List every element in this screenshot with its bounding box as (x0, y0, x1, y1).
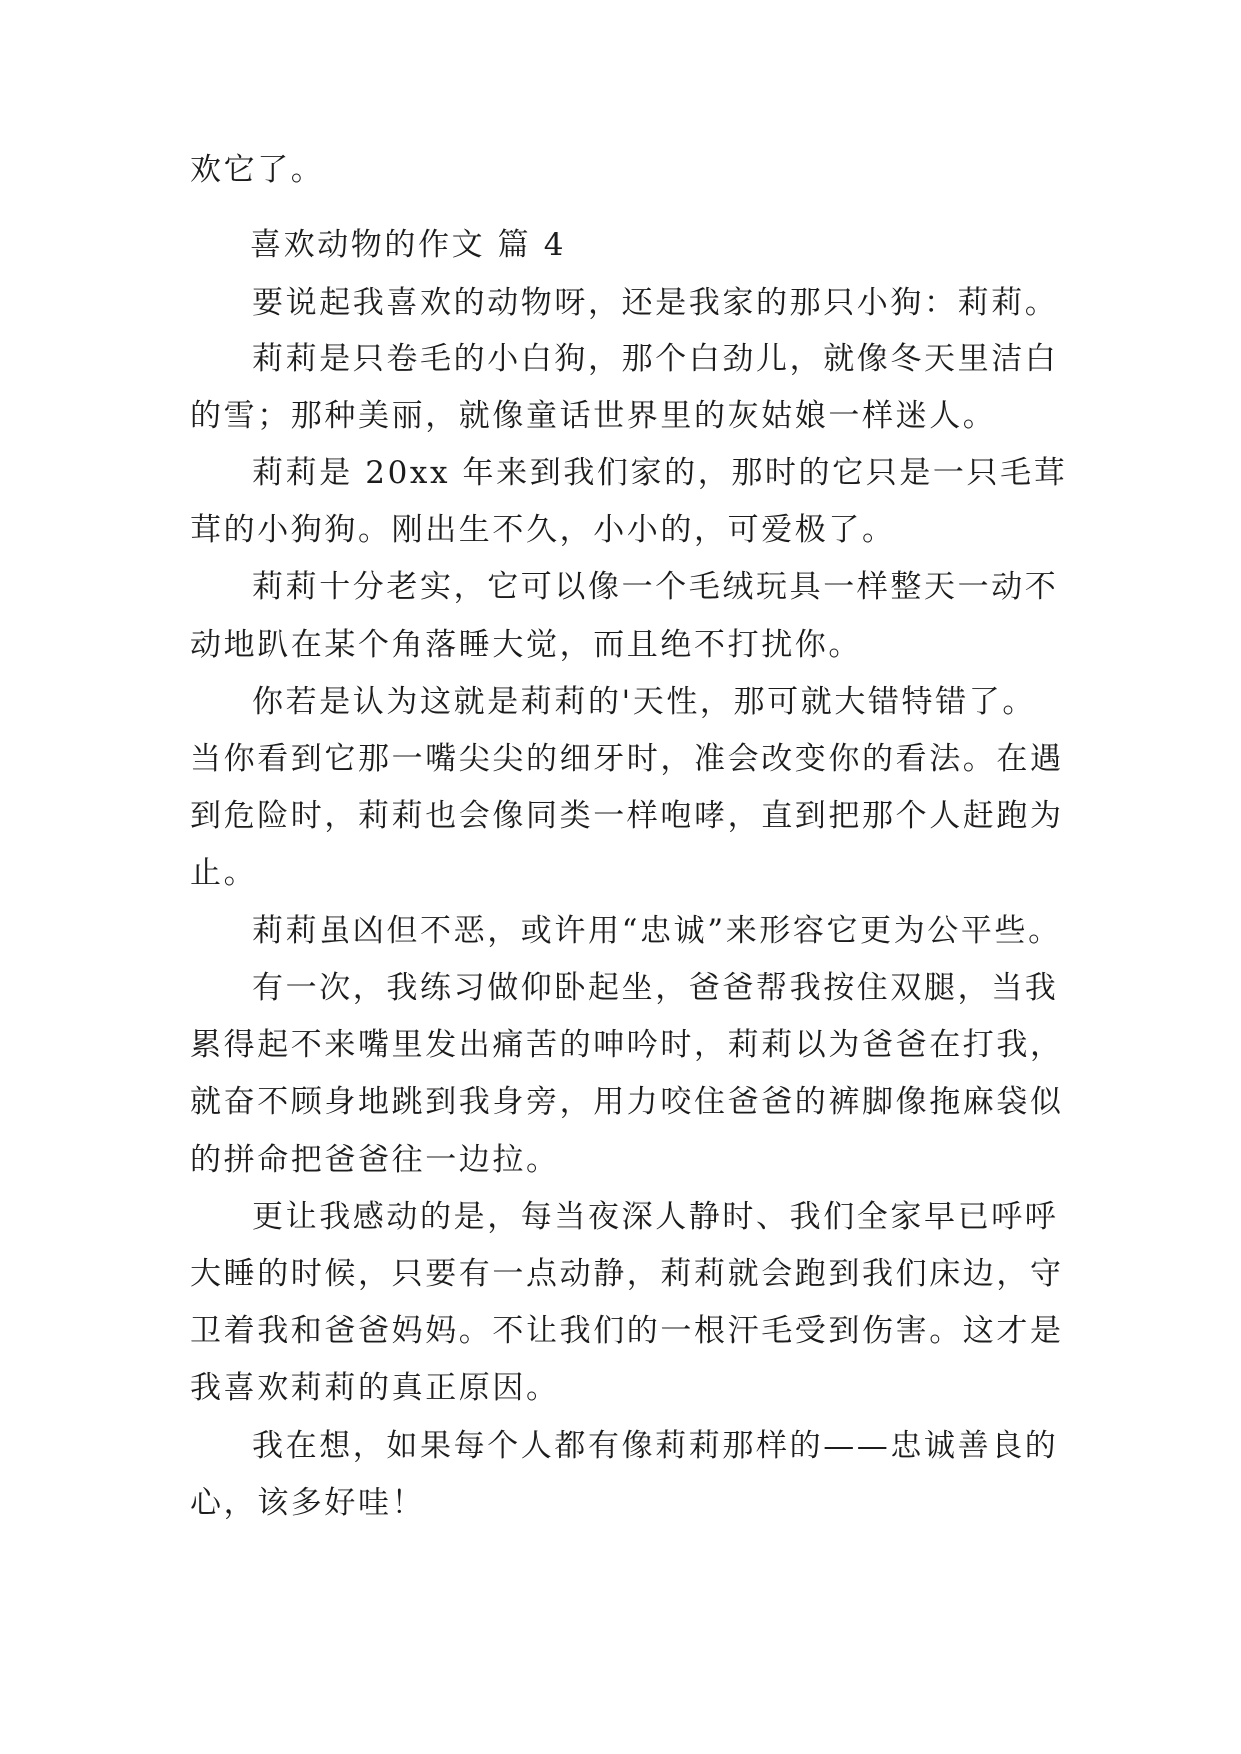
text-line: 到危险时，莉莉也会像同类一样咆哮，直到把那个人赶跑为 (190, 798, 1064, 834)
text-line: 莉莉是 20xx 年来到我们家的，那时的它只是一只毛茸 (252, 455, 1068, 491)
text-line: 你若是认为这就是莉莉的'天性，那可就大错特错了。 (252, 684, 1036, 720)
text-line: 的雪；那种美丽，就像童话世界里的灰姑娘一样迷人。 (190, 398, 997, 434)
text-line: 莉莉是只卷毛的小白狗，那个白劲儿，就像冬天里洁白 (252, 341, 1059, 377)
text-line: 莉莉十分老实，它可以像一个毛绒玩具一样整天一动不 (252, 569, 1059, 605)
text-line: 我喜欢莉莉的真正原因。 (190, 1370, 560, 1406)
text-line: 就奋不顾身地跳到我身旁，用力咬住爸爸的裤脚像拖麻袋似 (190, 1084, 1064, 1120)
text-line: 茸的小狗狗。刚出生不久，小小的，可爱极了。 (190, 512, 896, 548)
text-line: 要说起我喜欢的动物呀，还是我家的那只小狗：莉莉。 (252, 285, 1059, 321)
text-line: 心，该多好哇！ (190, 1485, 426, 1521)
text-line: 欢它了。 (190, 152, 325, 188)
text-line: 我在想，如果每个人都有像莉莉那样的——忠诚善良的 (252, 1428, 1059, 1464)
text-line: 的拼命把爸爸往一边拉。 (190, 1142, 560, 1178)
text-line: 累得起不来嘴里发出痛苦的呻吟时，莉莉以为爸爸在打我， (190, 1027, 1064, 1063)
text-line: 有一次，我练习做仰卧起坐，爸爸帮我按住双腿，当我 (252, 970, 1059, 1006)
text-line: 大睡的时候，只要有一点动静，莉莉就会跑到我们床边，守 (190, 1256, 1064, 1292)
text-line: 更让我感动的是，每当夜深人静时、我们全家早已呼呼 (252, 1199, 1059, 1235)
text-line: 当你看到它那一嘴尖尖的细牙时，准会改变你的看法。在遇 (190, 741, 1064, 777)
text-line: 止。 (190, 855, 258, 891)
section-heading: 喜欢动物的作文 篇 4 (250, 227, 567, 263)
text-line: 莉莉虽凶但不恶，或许用“忠诚”来形容它更为公平些。 (252, 913, 1062, 949)
text-line: 卫着我和爸爸妈妈。不让我们的一根汗毛受到伤害。这才是 (190, 1313, 1064, 1349)
text-line: 动地趴在某个角落睡大觉，而且绝不打扰你。 (190, 627, 862, 663)
